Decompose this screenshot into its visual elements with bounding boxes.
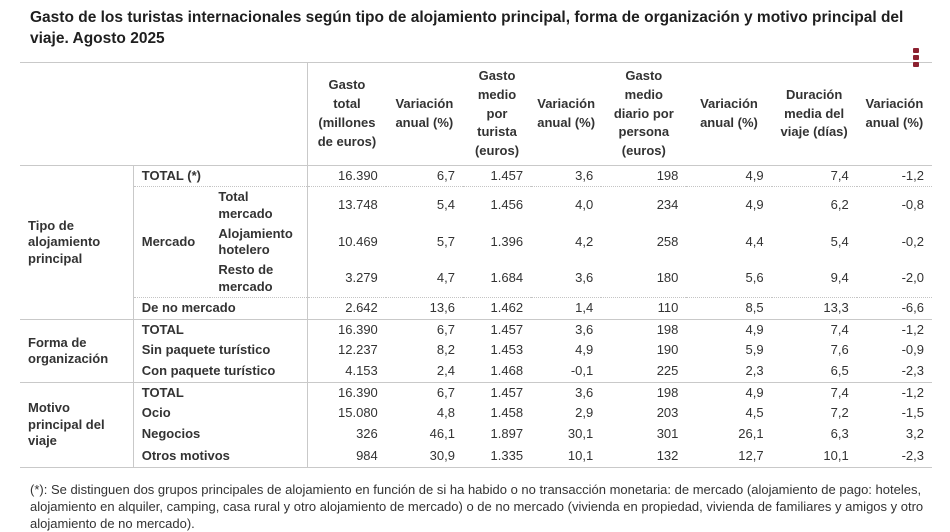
cell-value: 3,6 (575, 321, 594, 337)
row-label: Alojamiento hotelero (218, 225, 293, 258)
cell-value: 16.390 (308, 166, 386, 187)
cell-value: 5,7 (436, 233, 455, 249)
cell-value: 8,2 (436, 342, 455, 358)
cell-value: 984 (308, 445, 386, 467)
kebab-menu-icon[interactable] (912, 47, 920, 68)
cell-value: -2,3 (857, 445, 932, 467)
row-label: TOTAL (141, 384, 184, 400)
cell-value: 4,0 (575, 197, 594, 213)
cell-value: 6,7 (436, 384, 455, 400)
cell-value: -0,8 (901, 197, 924, 213)
cell-value: 258 (656, 233, 679, 249)
table-row-negocios (20, 423, 932, 445)
cell-value: 1.335 (463, 445, 531, 467)
cell-value: 190 (656, 342, 679, 358)
cell-value: 4,9 (686, 166, 771, 187)
cell-value: -1,5 (901, 405, 924, 421)
cell-value: 234 (656, 197, 679, 213)
cell-value: 3,2 (905, 426, 924, 442)
cell-value: 3,6 (531, 166, 601, 187)
stub-header (20, 62, 308, 165)
kebab-dot (913, 48, 919, 53)
cell-value: -1,2 (857, 166, 932, 187)
cell-value: -1,2 (901, 321, 924, 337)
table-row-total-mercado (20, 187, 932, 224)
cell-value: 4,9 (745, 321, 764, 337)
cell-value: 16.390 (308, 382, 386, 403)
cell-value: 4,4 (745, 233, 764, 249)
cell-value: 15.080 (308, 403, 386, 423)
cell-value: 4.153 (308, 360, 386, 382)
cell-value: 10,1 (772, 445, 857, 467)
cell-value: 1.468 (463, 360, 531, 382)
row-label: Resto de mercado (210, 260, 307, 297)
cell-value: 203 (656, 405, 679, 421)
cell-value: -0,9 (901, 342, 924, 358)
column-header-duracion-media: Duración media del viaje (días) (772, 62, 857, 165)
cell-value: 4,8 (436, 405, 455, 421)
cell-value: -1,2 (901, 384, 924, 400)
cell-value: 132 (601, 445, 686, 467)
cell-value: 1.462 (463, 297, 531, 319)
cell-value: 9,4 (772, 260, 857, 297)
column-header-variacion-2: Variación anual (%) (531, 62, 601, 165)
cell-value: 6,7 (386, 166, 463, 187)
cell-value: 2,3 (686, 360, 771, 382)
cell-value: 1.684 (463, 260, 531, 297)
cell-value: 10.469 (308, 224, 386, 261)
cell-value: 1.456 (490, 197, 524, 213)
cell-value: 180 (601, 260, 686, 297)
cell-value: 3,6 (575, 384, 594, 400)
cell-value: 8,5 (686, 297, 771, 319)
table-row-otros-motivos (20, 445, 932, 467)
cell-value: 7,2 (830, 405, 849, 421)
cell-value: -0,2 (901, 233, 924, 249)
cell-value: 10,1 (531, 445, 601, 467)
table-row-total-general (20, 166, 932, 187)
row-label: Otros motivos (133, 445, 307, 467)
cell-value: 26,1 (738, 426, 764, 442)
table-row-total-motivo (20, 382, 932, 403)
row-label: Sin paquete turístico (141, 342, 271, 358)
cell-value: 7,4 (830, 384, 849, 400)
cell-value: 12.237 (308, 340, 386, 360)
cell-value: 7,4 (830, 321, 849, 337)
cell-value: 46,1 (429, 426, 455, 442)
cell-value: 5,4 (436, 197, 455, 213)
row-label: Total mercado (218, 189, 273, 221)
cell-value: 198 (601, 166, 686, 187)
cell-value: 5,9 (745, 342, 764, 358)
column-header-gasto-total: Gasto total (millones de euros) (308, 62, 386, 165)
row-label: TOTAL (*) (133, 166, 307, 187)
column-header-variacion-4: Variación anual (%) (857, 62, 932, 165)
cell-value: 301 (656, 426, 679, 442)
cell-value: 1.453 (490, 342, 524, 358)
cell-value: 7,4 (772, 166, 857, 187)
table-row-con-paquete (20, 360, 932, 382)
cell-value: 13,6 (386, 297, 463, 319)
row-label: TOTAL (141, 321, 184, 337)
table-row-sin-paquete (20, 340, 932, 360)
cell-value: 16.390 (308, 319, 386, 340)
cell-value: 13.748 (308, 187, 386, 224)
cell-value: 6,3 (830, 426, 849, 442)
cell-value: 3.279 (308, 260, 386, 297)
table-footnote: (*): Se distinguen dos grupos principales de alojamiento en función de si ha habido o no transacción monetaria: de mercado (alojamiento de pago: hoteles, alojamiento en alquiler, camping, casa rural y otro alojamiento de mercado) o de no mercado (vivienda en propiedad, vivienda de familiares y amigos y otro alojamiento de no mercado). (30, 481, 924, 531)
cell-value: 326 (308, 423, 386, 445)
cell-value: 1,4 (531, 297, 601, 319)
cell-value: 4,9 (745, 197, 764, 213)
cell-value: 4,2 (575, 233, 594, 249)
table-row-de-no-mercado (20, 297, 932, 319)
row-label: Con paquete turístico (133, 360, 307, 382)
row-label: Ocio (141, 405, 171, 421)
cell-value: 6,2 (830, 197, 849, 213)
cell-value: 5,4 (830, 233, 849, 249)
kebab-dot (913, 55, 919, 60)
row-label: De no mercado (133, 297, 307, 319)
cell-value: -2,0 (857, 260, 932, 297)
cell-value: -2,3 (857, 360, 932, 382)
cell-value: 4,5 (745, 405, 764, 421)
column-header-gasto-medio-diario: Gasto medio diario por persona (euros) (601, 62, 686, 165)
cell-value: 4,9 (575, 342, 594, 358)
cell-value: 110 (601, 297, 686, 319)
column-header-gasto-medio-turista: Gasto medio por turista (euros) (463, 62, 531, 165)
cell-value: 198 (656, 321, 679, 337)
table-row-ocio (20, 403, 932, 423)
page-title: Gasto de los turistas internacionales según tipo de alojamiento principal, forma de organización y motivo principal del viaje. Agosto 2025 (30, 9, 904, 47)
cell-value: 13,3 (772, 297, 857, 319)
cell-value: 2,4 (386, 360, 463, 382)
cell-value: 225 (601, 360, 686, 382)
cell-value: 4,7 (386, 260, 463, 297)
column-header-variacion-3: Variación anual (%) (686, 62, 771, 165)
row-label: Negocios (141, 426, 201, 442)
cell-value: 6,5 (772, 360, 857, 382)
cell-value: 30,9 (386, 445, 463, 467)
column-header-variacion-1: Variación anual (%) (386, 62, 463, 165)
data-table (20, 62, 932, 468)
kebab-dot (913, 62, 919, 67)
cell-value: -0,1 (531, 360, 601, 382)
cell-value: 1.396 (490, 233, 524, 249)
table-row-total-organizacion (20, 319, 932, 340)
section-label-motivo-viaje: Motivo principal del viaje (20, 382, 133, 467)
section-label-tipo-alojamiento: Tipo de alojamiento principal (20, 166, 133, 320)
cell-value: 2,9 (575, 405, 594, 421)
cell-value: 1.458 (490, 405, 524, 421)
cell-value: 2.642 (308, 297, 386, 319)
cell-value: 6,7 (436, 321, 455, 337)
cell-value: 7,6 (830, 342, 849, 358)
cell-value: 198 (656, 384, 679, 400)
cell-value: 5,6 (686, 260, 771, 297)
cell-value: 1.457 (490, 384, 524, 400)
cell-value: 1.897 (490, 426, 524, 442)
cell-value: 30,1 (567, 426, 594, 442)
table-header (20, 62, 932, 165)
cell-value: 4,9 (745, 384, 764, 400)
cell-value: 1.457 (463, 166, 531, 187)
group-label-mercado: Mercado (133, 187, 210, 298)
cell-value: -6,6 (857, 297, 932, 319)
cell-value: 1.457 (490, 321, 524, 337)
cell-value: 3,6 (531, 260, 601, 297)
cell-value: 12,7 (686, 445, 771, 467)
section-label-forma-organizacion: Forma de organización (20, 319, 133, 382)
